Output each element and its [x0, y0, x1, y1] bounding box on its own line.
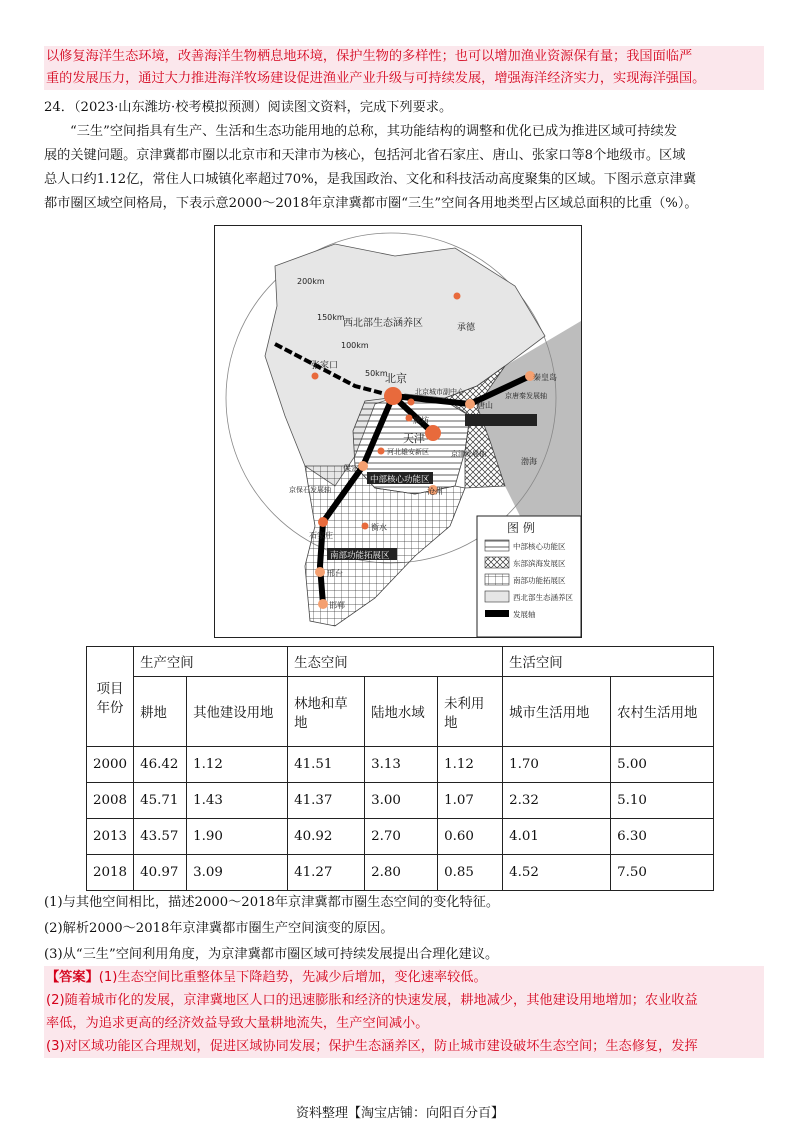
answer-block: [44, 966, 764, 1058]
central-zone-label: 中部核心功能区: [370, 475, 430, 485]
cell: 40.97: [134, 855, 187, 891]
subcenter-marker: [408, 399, 415, 406]
legend-axis: 发展轴: [513, 610, 536, 619]
shijiazhuang-marker: [318, 517, 328, 527]
jingjin-axis-label: 京津发展轴: [451, 450, 486, 458]
cell-year: 2018: [87, 855, 134, 891]
south-zone-label: 南部功能拓展区: [330, 551, 390, 561]
chengde-label: 承德: [457, 323, 476, 333]
sub-question: (3)从“三生”空间利用角度，为京津冀都市圈区域可持续发展提出合理化建议。: [44, 947, 499, 962]
xiongan-marker: [378, 448, 385, 455]
langfang-marker: [406, 415, 413, 422]
cell-year: 2000: [87, 747, 134, 783]
northwest-zone-label: 西北部生态涵养区: [343, 318, 423, 329]
col-header: 其他建设用地: [187, 677, 288, 747]
table-row: [87, 783, 714, 819]
table-row: [87, 747, 714, 783]
cell: 1.12: [438, 747, 503, 783]
col-header: 城市生活用地: [503, 677, 611, 747]
previous-answer-line: 重的发展压力，通过大力推进海洋牧场建设促进渔业产业升级与可持续发展，增强海洋经济实力，实现海洋强国。: [46, 71, 706, 86]
baoding-label: 保定: [343, 464, 359, 473]
legend-northwest: 西北部生态涵养区: [513, 593, 573, 602]
hengshui-marker: [362, 523, 369, 530]
cell: 2.70: [365, 819, 438, 855]
previous-answer-line: 以修复海洋生态环境，改善海洋生物栖息地环境，保护生物的多样性；也可以增加渔业资源保有量；我国面临严: [46, 49, 693, 64]
jingtangqin-axis-label: 京唐秦发展轴: [505, 392, 547, 400]
cell: 46.42: [134, 747, 187, 783]
subcenter-label: 北京城市副中心: [415, 388, 464, 396]
page-footer: 资料整理【淘宝店铺：向阳百分百】: [295, 1106, 504, 1121]
legend-title: 图 例: [507, 521, 535, 535]
cell: 1.70: [503, 747, 611, 783]
cangzhou-label: 沧州: [427, 487, 443, 496]
legend-central: 中部核心功能区: [513, 542, 566, 551]
jingbaoshi-axis-label: 京保石发展轴: [289, 486, 331, 494]
cell: 5.10: [611, 783, 714, 819]
group-production: 生产空间: [134, 647, 288, 677]
cell: 2.32: [503, 783, 611, 819]
baoding-marker: [358, 461, 368, 471]
cell: 1.90: [187, 819, 288, 855]
cell: 41.51: [288, 747, 365, 783]
question-paragraph-line: 都市圈区域空间格局，下表示意2000～2018年京津冀都市圈“三生”空间各用地类型占区域总面积的比重（%）。: [44, 196, 698, 211]
beijing-label: 北京: [385, 372, 407, 385]
tangshan-label: 唐山: [477, 401, 493, 410]
ring-label-100km: 100km: [341, 341, 369, 350]
col-header: 耕地: [134, 677, 187, 747]
tianjin-marker: [425, 425, 441, 441]
question-paragraph-line: 展的关键问题。京津冀都市圈以北京市和天津市为核心，包括河北省石家庄、唐山、张家口等8个地级市。区域: [44, 148, 686, 163]
group-ecology: 生态空间: [288, 647, 503, 677]
previous-answer-block: [44, 46, 764, 90]
xingtai-marker: [315, 567, 325, 577]
handan-label: 邯郸: [329, 601, 345, 610]
cell: 4.01: [503, 819, 611, 855]
cell: 40.92: [288, 819, 365, 855]
col-header: 农村生活用地: [611, 677, 714, 747]
question-block: [44, 96, 764, 216]
legend-south: 南部功能拓展区: [513, 576, 566, 585]
cell: 41.27: [288, 855, 365, 891]
answer-line-1: [44, 966, 764, 989]
cell: 3.13: [365, 747, 438, 783]
xiongan-label: 河北雄安新区: [387, 448, 429, 456]
table-corner: [87, 647, 134, 747]
cell: 0.85: [438, 855, 503, 891]
cell: 1.07: [438, 783, 503, 819]
cell: 6.30: [611, 819, 714, 855]
answer-text-1: (1)生态空间比重整体呈下降趋势，先减少后增加，变化速率较低。: [98, 970, 487, 985]
answer-tag: 【答案】: [46, 970, 99, 985]
land-use-table: [86, 646, 714, 891]
tianjin-label: 天津: [403, 432, 425, 445]
table-row: [87, 819, 714, 855]
cell: 41.37: [288, 783, 365, 819]
cell: 4.52: [503, 855, 611, 891]
cell: 5.00: [611, 747, 714, 783]
ring-label-150km: 150km: [317, 313, 345, 322]
sub-question: (2)解析2000～2018年京津冀都市圈生产空间演变的原因。: [44, 921, 394, 936]
cell: 1.43: [187, 783, 288, 819]
sub-questions: [44, 890, 764, 968]
corner-top: 项目: [96, 681, 124, 697]
question-paragraph-line: 总人口约1.12亿，常住人口城镇化率超过70%，是我国政治、文化和科技活动高度聚集的区域。下图示意京津冀: [44, 172, 697, 187]
table-row: [87, 855, 714, 891]
cell-year: 2013: [87, 819, 134, 855]
cell: 3.00: [365, 783, 438, 819]
map-legend: [477, 516, 581, 637]
cell: 7.50: [611, 855, 714, 891]
question-paragraph-line: “三生”空间指具有生产、生活和生态功能用地的总称，其功能结构的调整和优化已成为推进区域可持续发: [70, 124, 677, 139]
sub-question: (1)与其他空间相比，描述2000～2018年京津冀都市圈生态空间的变化特征。: [44, 895, 500, 910]
tangshan-marker: [465, 399, 475, 409]
answer-line-2a: (2)随着城市化的发展，京津冀地区人口的迅速膨胀和经济的快速发展，耕地减少，其他建设用地增加；农业收益: [46, 993, 698, 1008]
cell: 43.57: [134, 819, 187, 855]
qinhuangdao-label: 秦皇岛: [533, 373, 557, 382]
bohai-label: 渤海: [521, 457, 537, 466]
corner-bottom: 年份: [96, 700, 124, 716]
east-zone-tag: [465, 414, 537, 426]
cell: 3.09: [187, 855, 288, 891]
zhangjiakou-label: 张家口: [311, 361, 339, 371]
cell: 45.71: [134, 783, 187, 819]
spatial-pattern-map: [214, 225, 582, 638]
cell: 0.60: [438, 819, 503, 855]
beijing-marker: [384, 387, 402, 405]
answer-line-3: (3)对区域功能区合理规划，促进区域协同发展；保护生态涵养区，防止城市建设破坏生态空间；生态修复，发挥: [46, 1039, 698, 1054]
question-number: 24．（2023·山东潍坊·校考模拟预测）阅读图文资料，完成下列要求。: [44, 100, 453, 115]
col-header: 未利用地: [438, 677, 503, 747]
chengde-marker: [454, 293, 461, 300]
cell-year: 2008: [87, 783, 134, 819]
col-header: 陆地水域: [365, 677, 438, 747]
legend-east: 东部滨海发展区: [513, 559, 566, 568]
handan-marker: [318, 599, 328, 609]
cell: 1.12: [187, 747, 288, 783]
shijiazhuang-label: 石家庄: [309, 531, 333, 540]
zhangjiakou-marker: [312, 373, 319, 380]
langfang-label: 廊坊: [413, 416, 429, 425]
col-header: 林地和草地: [288, 677, 365, 747]
ring-label-50km: 50km: [365, 369, 388, 378]
ring-label-200km: 200km: [297, 277, 325, 286]
hengshui-label: 衡水: [371, 523, 387, 532]
xingtai-label: 邢台: [327, 569, 343, 578]
answer-line-2b: 率低，为追求更高的经济效益导致大量耕地流失，生产空间减小。: [46, 1016, 429, 1031]
group-living: 生活空间: [503, 647, 714, 677]
cell: 2.80: [365, 855, 438, 891]
